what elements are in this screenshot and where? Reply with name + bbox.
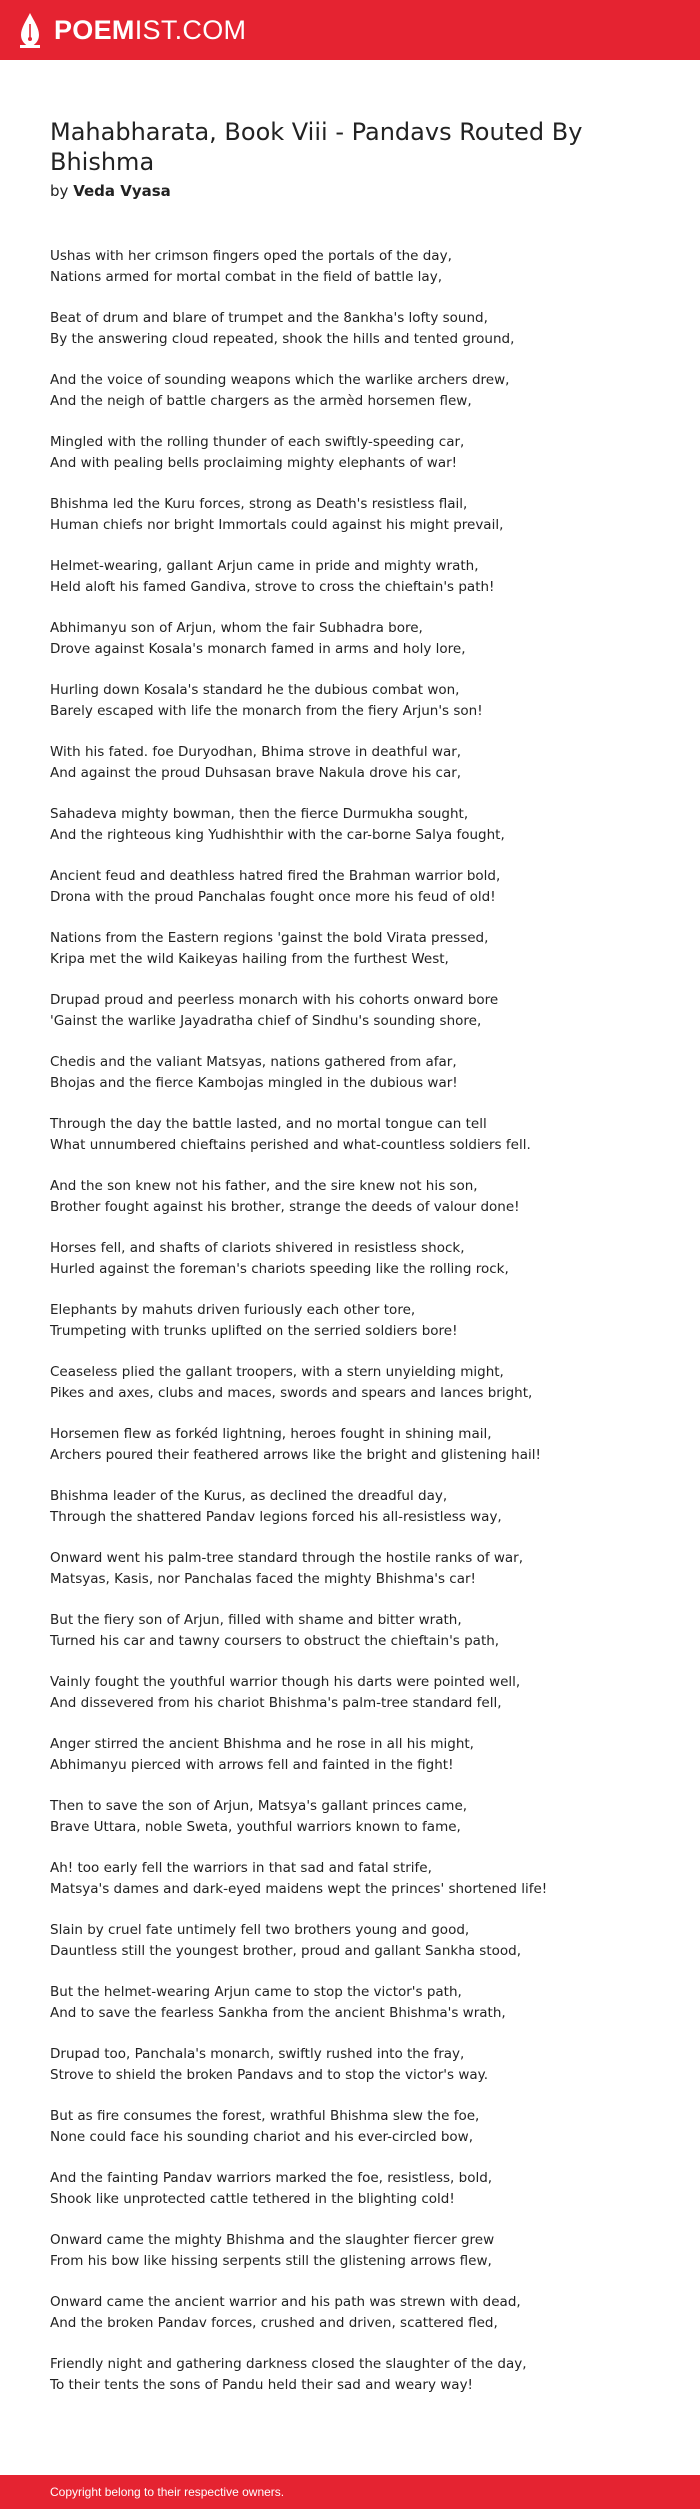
poem-line: Dauntless still the youngest brother, proud and gallant Sankha stood, bbox=[50, 1943, 522, 1959]
stanza bbox=[50, 804, 650, 846]
poem-line: Strove to shield the broken Pandavs and to stop the victor's way. bbox=[50, 2067, 488, 2083]
poem-line: And the son knew not his father, and the sire knew not his son, bbox=[50, 1178, 478, 1194]
poem-line: What unnumbered chieftains perished and what-countless soldiers fell. bbox=[50, 1137, 531, 1153]
stanza bbox=[50, 1362, 650, 1404]
poem-title: Mahabharata, Book Viii - Pandavs Routed By Bhishma bbox=[50, 118, 583, 176]
stanza bbox=[50, 742, 650, 784]
site-footer bbox=[0, 2475, 700, 2509]
poem-line: Anger stirred the ancient Bhishma and he rose in all his might, bbox=[50, 1736, 474, 1752]
stanza bbox=[50, 680, 650, 722]
poem-line: And dissevered from his chariot Bhishma's palm-tree standard fell, bbox=[50, 1695, 502, 1711]
poem-line: Pikes and axes, clubs and maces, swords and spears and lances bright, bbox=[50, 1385, 533, 1401]
poem-line: Archers poured their feathered arrows like the bright and glistening hail! bbox=[50, 1447, 541, 1463]
stanza bbox=[50, 1858, 650, 1900]
poem-line: Then to save the son of Arjun, Matsya's gallant princes came, bbox=[50, 1798, 468, 1814]
poem-line: Bhishma led the Kuru forces, strong as Death's resistless flail, bbox=[50, 496, 468, 512]
stanza bbox=[50, 1176, 650, 1218]
stanza bbox=[50, 432, 650, 474]
poem-line: Hurling down Kosala's standard he the dubious combat won, bbox=[50, 682, 460, 698]
poem-line: Kripa met the wild Kaikeyas hailing from the furthest West, bbox=[50, 951, 449, 967]
stanza bbox=[50, 2168, 650, 2210]
poem-line: Sahadeva mighty bowman, then the fierce Durmukha sought, bbox=[50, 806, 469, 822]
poem-line: Matsyas, Kasis, nor Panchalas faced the mighty Bhishma's car! bbox=[50, 1571, 476, 1587]
stanza bbox=[50, 618, 650, 660]
poem-line: Nations from the Eastern regions 'gainst the bold Virata pressed, bbox=[50, 930, 489, 946]
stanza bbox=[50, 990, 650, 1032]
poem-line: Hurled against the foreman's chariots speeding like the rolling rock, bbox=[50, 1261, 509, 1277]
poem-line: Matsya's dames and dark-eyed maidens wept the princes' shortened life! bbox=[50, 1881, 548, 1897]
stanza bbox=[50, 2106, 650, 2148]
poem-line: But the fiery son of Arjun, filled with shame and bitter wrath, bbox=[50, 1612, 462, 1628]
site-logo[interactable] bbox=[18, 12, 246, 48]
poem-line: To their tents the sons of Pandu held their sad and weary way! bbox=[50, 2377, 473, 2393]
stanza bbox=[50, 1920, 650, 1962]
poem-line: Drupad proud and peerless monarch with his cohorts onward bore bbox=[50, 992, 499, 1008]
poem-line: Held aloft his famed Gandiva, strove to cross the chieftain's path! bbox=[50, 579, 495, 595]
stanza bbox=[50, 246, 650, 288]
poem-line: And the fainting Pandav warriors marked the foe, resistless, bold, bbox=[50, 2170, 493, 2186]
poem-line: Abhimanyu son of Arjun, whom the fair Subhadra bore, bbox=[50, 620, 423, 636]
poem-line: With his fated. foe Duryodhan, Bhima strove in deathful war, bbox=[50, 744, 462, 760]
poem-line: Shook like unprotected cattle tethered in the blighting cold! bbox=[50, 2191, 455, 2207]
stanza bbox=[50, 2044, 650, 2086]
stanza bbox=[50, 494, 650, 536]
poem-line: Human chiefs nor bright Immortals could against his might prevail, bbox=[50, 517, 504, 533]
stanza bbox=[50, 370, 650, 412]
poem-line: Bhishma leader of the Kurus, as declined the dreadful day, bbox=[50, 1488, 448, 1504]
poem-line: Onward went his palm-tree standard through the hostile ranks of war, bbox=[50, 1550, 524, 1566]
poem-line: Horsemen flew as forkéd lightning, heroes fought in shining mail, bbox=[50, 1426, 492, 1442]
poem-line: And against the proud Duhsasan brave Nakula drove his car, bbox=[50, 765, 462, 781]
poem-line: Nations armed for mortal combat in the field of battle lay, bbox=[50, 269, 442, 285]
logo-text-rest: IST.COM bbox=[134, 14, 247, 45]
poem-line: Drupad too, Panchala's monarch, swiftly rushed into the fray, bbox=[50, 2046, 465, 2062]
stanza bbox=[50, 1610, 650, 1652]
poem-line: Abhimanyu pierced with arrows fell and fainted in the fight! bbox=[50, 1757, 454, 1773]
stanza bbox=[50, 556, 650, 598]
poem-line: Vainly fought the youthful warrior though his darts were pointed well, bbox=[50, 1674, 521, 1690]
poem-line: Turned his car and tawny coursers to obstruct the chieftain's path, bbox=[50, 1633, 500, 1649]
stanza bbox=[50, 866, 650, 908]
poem-line: Elephants by mahuts driven furiously each other tore, bbox=[50, 1302, 416, 1318]
poem-line: But the helmet-wearing Arjun came to stop the victor's path, bbox=[50, 1984, 462, 2000]
poem-line: And the neigh of battle chargers as the armèd horsemen flew, bbox=[50, 393, 472, 409]
poem-line: From his bow like hissing serpents still the glistening arrows flew, bbox=[50, 2253, 492, 2269]
stanza bbox=[50, 308, 650, 350]
poem-line: Bhojas and the fierce Kambojas mingled in the dubious war! bbox=[50, 1075, 458, 1091]
poem-line: Ceaseless plied the gallant troopers, with a stern unyielding might, bbox=[50, 1364, 504, 1380]
poem-line: Mingled with the rolling thunder of each swiftly-speeding car, bbox=[50, 434, 465, 450]
stanza bbox=[50, 1114, 650, 1156]
poem-line: Ushas with her crimson fingers oped the portals of the day, bbox=[50, 248, 452, 264]
stanza bbox=[50, 1796, 650, 1838]
quill-pen-nib-icon bbox=[18, 12, 42, 48]
poem-line: Friendly night and gathering darkness closed the slaughter of the day, bbox=[50, 2356, 527, 2372]
stanza bbox=[50, 2354, 650, 2396]
poem-line: And the righteous king Yudhishthir with the car-borne Salya fought, bbox=[50, 827, 505, 843]
stanza bbox=[50, 1734, 650, 1776]
poem-line: But as fire consumes the forest, wrathful Bhishma slew the foe, bbox=[50, 2108, 480, 2124]
poem-line: Slain by cruel fate untimely fell two brothers young and good, bbox=[50, 1922, 470, 1938]
poem-line: Onward came the mighty Bhishma and the slaughter fiercer grew bbox=[50, 2232, 495, 2248]
stanza bbox=[50, 2292, 650, 2334]
poem-body bbox=[50, 246, 650, 2396]
poem-line: Helmet-wearing, gallant Arjun came in pride and mighty wrath, bbox=[50, 558, 479, 574]
site-header bbox=[0, 0, 700, 60]
poem-line: 'Gainst the warlike Jayadratha chief of Sindhu's sounding shore, bbox=[50, 1013, 482, 1029]
poem-line: And to save the fearless Sankha from the ancient Bhishma's wrath, bbox=[50, 2005, 506, 2021]
logo-text-bold: POEM bbox=[54, 14, 135, 45]
poem-content bbox=[0, 60, 700, 2475]
poem-line: And with pealing bells proclaiming mighty elephants of war! bbox=[50, 455, 458, 471]
stanza bbox=[50, 1052, 650, 1094]
stanza bbox=[50, 1424, 650, 1466]
poem-line: Brother fought against his brother, strange the deeds of valour done! bbox=[50, 1199, 520, 1215]
stanza bbox=[50, 1982, 650, 2024]
poem-line: Ah! too early fell the warriors in that sad and fatal strife, bbox=[50, 1860, 432, 1876]
by-label: by bbox=[50, 182, 69, 200]
poem-line: Ancient feud and deathless hatred fired the Brahman warrior bold, bbox=[50, 868, 501, 884]
poem-byline bbox=[50, 181, 650, 201]
stanza bbox=[50, 928, 650, 970]
poem-line: Trumpeting with trunks uplifted on the serried soldiers bore! bbox=[50, 1323, 458, 1339]
stanza bbox=[50, 2230, 650, 2272]
copyright-text: Copyright belong to their respective owners. bbox=[50, 2485, 285, 2499]
poem-line: Drona with the proud Panchalas fought once more his feud of old! bbox=[50, 889, 496, 905]
poem-line: Chedis and the valiant Matsyas, nations gathered from afar, bbox=[50, 1054, 457, 1070]
poem-line: None could face his sounding chariot and his ever-circled bow, bbox=[50, 2129, 473, 2145]
stanza bbox=[50, 1486, 650, 1528]
stanza bbox=[50, 1548, 650, 1590]
stanza bbox=[50, 1238, 650, 1280]
poem-line: Beat of drum and blare of trumpet and the 8ankha's lofty sound, bbox=[50, 310, 488, 326]
poem-line: Through the day the battle lasted, and no mortal tongue can tell bbox=[50, 1116, 487, 1132]
author-name[interactable]: Veda Vyasa bbox=[73, 182, 171, 200]
poem-line: Barely escaped with life the monarch from the fiery Arjun's son! bbox=[50, 703, 483, 719]
stanza bbox=[50, 1672, 650, 1714]
poem-line: Horses fell, and shafts of clariots shivered in resistless shock, bbox=[50, 1240, 465, 1256]
poem-line: And the broken Pandav forces, crushed and driven, scattered fled, bbox=[50, 2315, 498, 2331]
poem-line: By the answering cloud repeated, shook the hills and tented ground, bbox=[50, 331, 515, 347]
site-logo-text bbox=[54, 15, 246, 46]
poem-line: Through the shattered Pandav legions forced his all-resistless way, bbox=[50, 1509, 502, 1525]
poem-line: Drove against Kosala's monarch famed in arms and holy lore, bbox=[50, 641, 466, 657]
poem-line: Onward came the ancient warrior and his path was strewn with dead, bbox=[50, 2294, 521, 2310]
poem-line: And the voice of sounding weapons which the warlike archers drew, bbox=[50, 372, 510, 388]
stanza bbox=[50, 1300, 650, 1342]
poem-line: Brave Uttara, noble Sweta, youthful warriors known to fame, bbox=[50, 1819, 461, 1835]
